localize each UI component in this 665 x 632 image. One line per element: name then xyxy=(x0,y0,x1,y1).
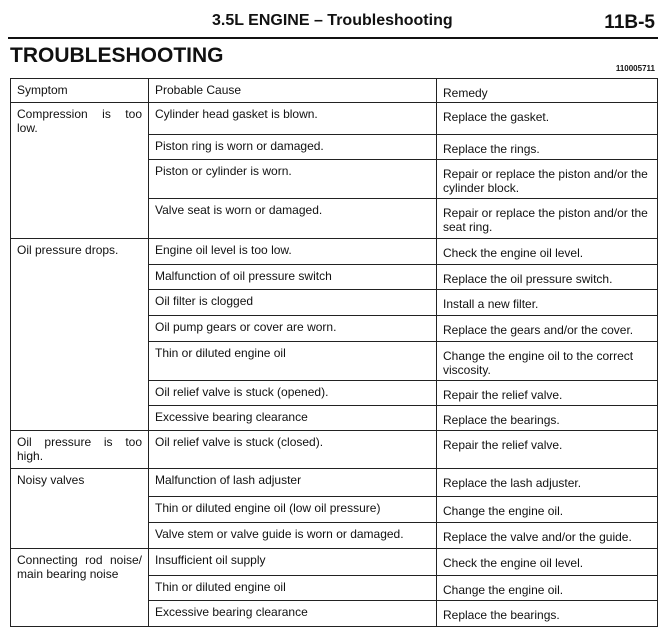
cause-cell: Piston or cylinder is worn. xyxy=(149,160,437,199)
table-row xyxy=(11,239,658,265)
remedy-cell: Replace the rings. xyxy=(437,135,658,160)
section-title: TROUBLESHOOTING xyxy=(10,44,224,67)
column-header: Probable Cause xyxy=(149,79,437,103)
symptom-cell: Oil pressure drops. xyxy=(11,239,149,431)
cause-cell: Oil relief valve is stuck (closed). xyxy=(149,431,437,469)
remedy-cell: Check the engine oil level. xyxy=(437,239,658,265)
remedy-cell: Change the engine oil to the correct viscosity. xyxy=(437,342,658,381)
remedy-cell: Repair or replace the piston and/or the cylinder block. xyxy=(437,160,658,199)
cause-cell: Engine oil level is too low. xyxy=(149,239,437,265)
figure-code: 110005711 xyxy=(615,64,655,73)
symptom-cell: Compression is too low. xyxy=(11,103,149,239)
remedy-cell: Replace the gears and/or the cover. xyxy=(437,316,658,342)
cause-cell: Thin or diluted engine oil xyxy=(149,342,437,381)
remedy-cell: Change the engine oil. xyxy=(437,497,658,523)
remedy-cell: Install a new filter. xyxy=(437,290,658,316)
table-row xyxy=(11,103,658,135)
cause-cell: Malfunction of lash adjuster xyxy=(149,469,437,497)
remedy-cell: Replace the bearings. xyxy=(437,406,658,431)
cause-cell: Excessive bearing clearance xyxy=(149,406,437,431)
remedy-cell: Repair the relief valve. xyxy=(437,431,658,469)
cause-cell: Malfunction of oil pressure switch xyxy=(149,265,437,290)
remedy-cell: Change the engine oil. xyxy=(437,576,658,601)
table-header-row xyxy=(11,79,658,103)
header-title: 3.5L ENGINE – Troubleshooting xyxy=(212,12,453,29)
table-row xyxy=(11,431,658,469)
remedy-cell: Replace the lash adjuster. xyxy=(437,469,658,497)
remedy-cell: Replace the gasket. xyxy=(437,103,658,135)
cause-cell: Insufficient oil supply xyxy=(149,549,437,576)
table-row xyxy=(11,549,658,576)
symptom-cell: Connecting rod noise/ main bearing noise xyxy=(11,549,149,627)
cause-cell: Oil filter is clogged xyxy=(149,290,437,316)
symptom-cell: Noisy valves xyxy=(11,469,149,549)
cause-cell: Valve stem or valve guide is worn or damaged. xyxy=(149,523,437,549)
remedy-cell: Repair the relief valve. xyxy=(437,381,658,406)
remedy-cell: Replace the bearings. xyxy=(437,601,658,627)
page-header xyxy=(0,12,665,36)
column-header: Remedy xyxy=(437,79,658,103)
column-header: Symptom xyxy=(11,79,149,103)
cause-cell: Thin or diluted engine oil (low oil pressure) xyxy=(149,497,437,523)
page-number: 11B-5 xyxy=(604,12,655,33)
remedy-cell: Replace the oil pressure switch. xyxy=(437,265,658,290)
remedy-cell: Replace the valve and/or the guide. xyxy=(437,523,658,549)
troubleshooting-table xyxy=(10,78,658,627)
cause-cell: Excessive bearing clearance xyxy=(149,601,437,627)
cause-cell: Thin or diluted engine oil xyxy=(149,576,437,601)
table-row xyxy=(11,469,658,497)
cause-cell: Cylinder head gasket is blown. xyxy=(149,103,437,135)
remedy-cell: Repair or replace the piston and/or the seat ring. xyxy=(437,199,658,239)
remedy-cell: Check the engine oil level. xyxy=(437,549,658,576)
header-rule xyxy=(8,37,658,39)
cause-cell: Oil pump gears or cover are worn. xyxy=(149,316,437,342)
cause-cell: Oil relief valve is stuck (opened). xyxy=(149,381,437,406)
symptom-cell: Oil pressure is too high. xyxy=(11,431,149,469)
cause-cell: Piston ring is worn or damaged. xyxy=(149,135,437,160)
cause-cell: Valve seat is worn or damaged. xyxy=(149,199,437,239)
